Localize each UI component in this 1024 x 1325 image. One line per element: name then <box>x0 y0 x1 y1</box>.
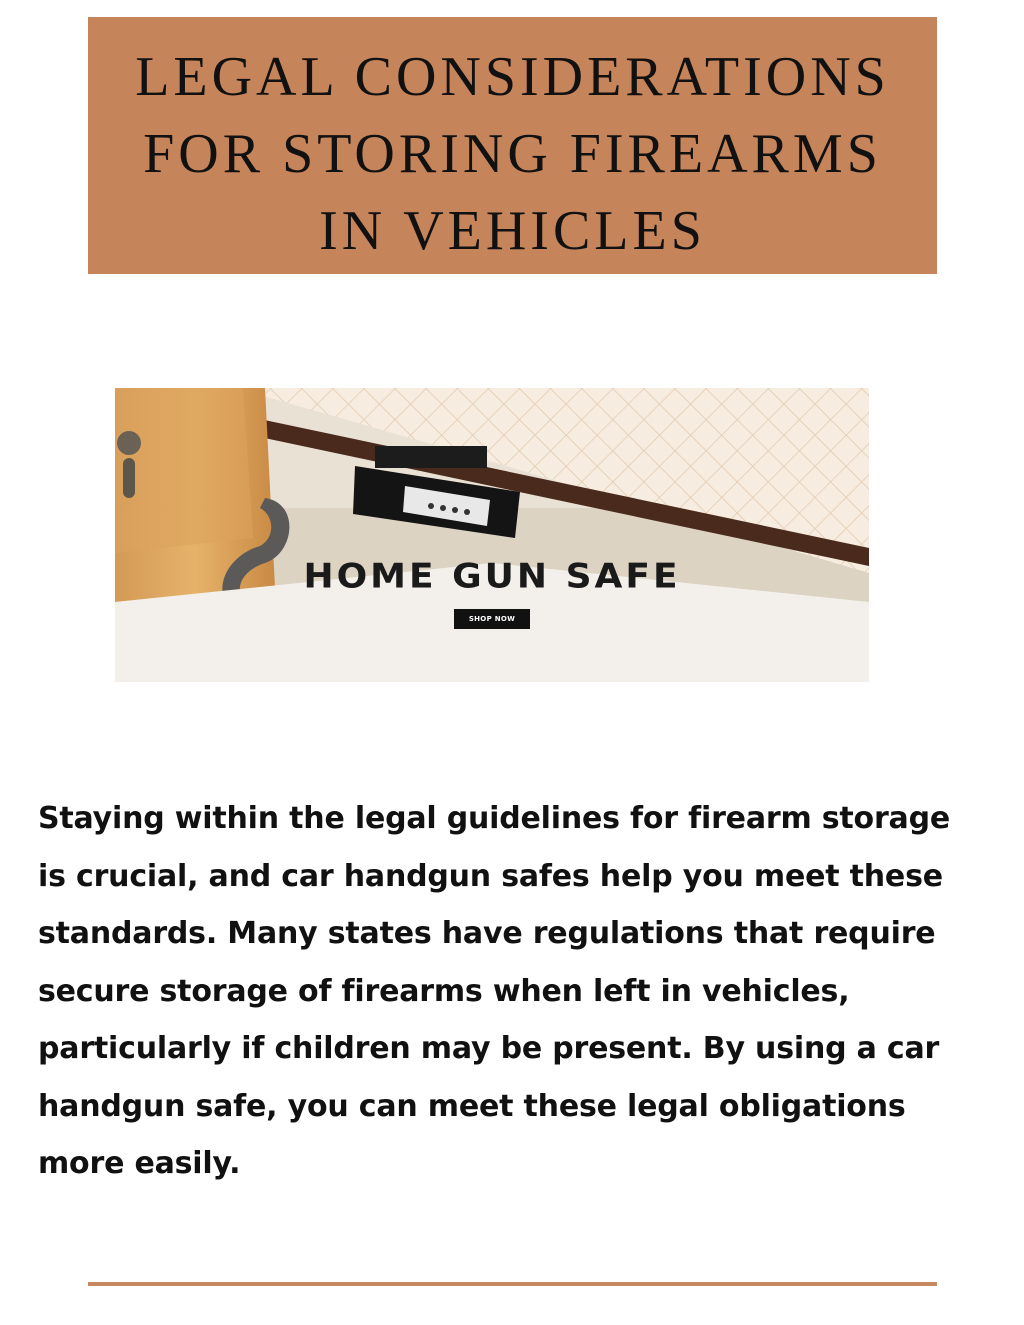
title-banner <box>88 17 937 274</box>
shop-now-button[interactable]: SHOP NOW <box>454 609 530 629</box>
hero-heading: HOME GUN SAFE <box>303 557 681 596</box>
page-title: LEGAL CONSIDERATIONS FOR STORING FIREARMS IN VEHICLES <box>135 46 890 262</box>
bedroom-safe-illustration <box>115 388 869 682</box>
hero-banner-image[interactable] <box>115 388 869 682</box>
body-paragraph: Staying within the legal guidelines for firearm storage is crucial, and car handgun safes help you meet these standards. Many states have regulations that require secure storage of firearms when left in vehicles, particularly if children may be present. By using a car handgun safe, you can meet these legal obligations more easily. <box>38 801 951 1181</box>
bottom-divider <box>88 1282 937 1286</box>
